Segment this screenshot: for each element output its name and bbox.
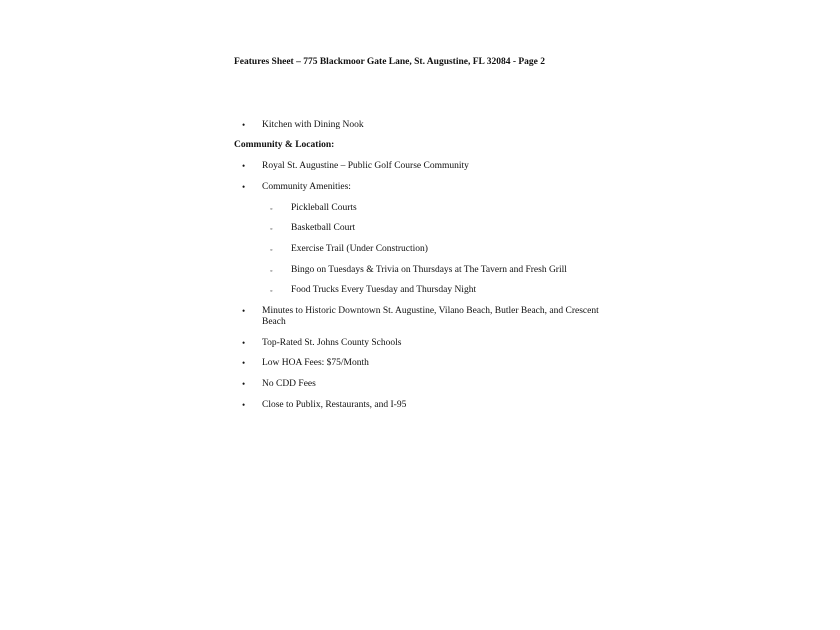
sub-list-item <box>270 223 636 234</box>
list-item-text: Low HOA Fees: $75/Month <box>262 358 369 368</box>
sub-bullet-icon: ◦ <box>270 205 273 213</box>
sub-list-item-text: Bingo on Tuesdays & Trivia on Thursdays at The Tavern and Fresh Grill <box>291 265 567 275</box>
list-item <box>242 161 607 172</box>
sub-list-item-text: Exercise Trail (Under Construction) <box>291 244 428 254</box>
bullet-icon: • <box>242 379 246 389</box>
page-title: Features Sheet – 775 Blackmoor Gate Lane, St. Augustine, FL 32084 - Page 2 <box>234 57 546 67</box>
sub-bullet-icon: ◦ <box>270 246 273 254</box>
list-item-text: Close to Publix, Restaurants, and I-95 <box>262 400 407 410</box>
sub-list-item <box>270 265 636 276</box>
list-item-text: No CDD Fees <box>262 379 316 389</box>
sub-list-item <box>270 285 636 296</box>
sub-bullet-icon: ◦ <box>270 267 273 275</box>
bullet-icon: • <box>242 161 246 171</box>
sub-bullet-icon: ◦ <box>270 287 273 295</box>
sub-list-item-text: Basketball Court <box>291 223 356 233</box>
sub-list-item <box>270 203 636 214</box>
section-heading: Community & Location: <box>234 140 335 150</box>
list-item <box>242 379 607 390</box>
list-item-text: Top-Rated St. Johns County Schools <box>262 338 402 348</box>
list-item-text: Royal St. Augustine – Public Golf Course Community <box>262 161 469 171</box>
list-item <box>242 306 607 328</box>
sub-list-item-text: Food Trucks Every Tuesday and Thursday Night <box>291 285 477 295</box>
list-item <box>242 358 607 369</box>
sub-list-item-text: Pickleball Courts <box>291 203 357 213</box>
list-item <box>242 120 607 131</box>
bullet-icon: • <box>242 182 246 192</box>
list-item <box>242 182 607 193</box>
bullet-icon: • <box>242 358 246 368</box>
list-item-text: Community Amenities: <box>262 182 351 192</box>
list-item <box>242 400 607 411</box>
bullet-icon: • <box>242 338 246 348</box>
sub-bullet-icon: ◦ <box>270 225 273 233</box>
list-item-text: Kitchen with Dining Nook <box>262 120 364 130</box>
bullet-icon: • <box>242 306 246 316</box>
bullet-icon: • <box>242 400 246 410</box>
list-item <box>242 338 607 349</box>
list-item-text: Minutes to Historic Downtown St. Augustine, Vilano Beach, Butler Beach, and Crescent Beach <box>262 306 599 327</box>
sub-list-item <box>270 244 636 255</box>
bullet-icon: • <box>242 120 246 130</box>
